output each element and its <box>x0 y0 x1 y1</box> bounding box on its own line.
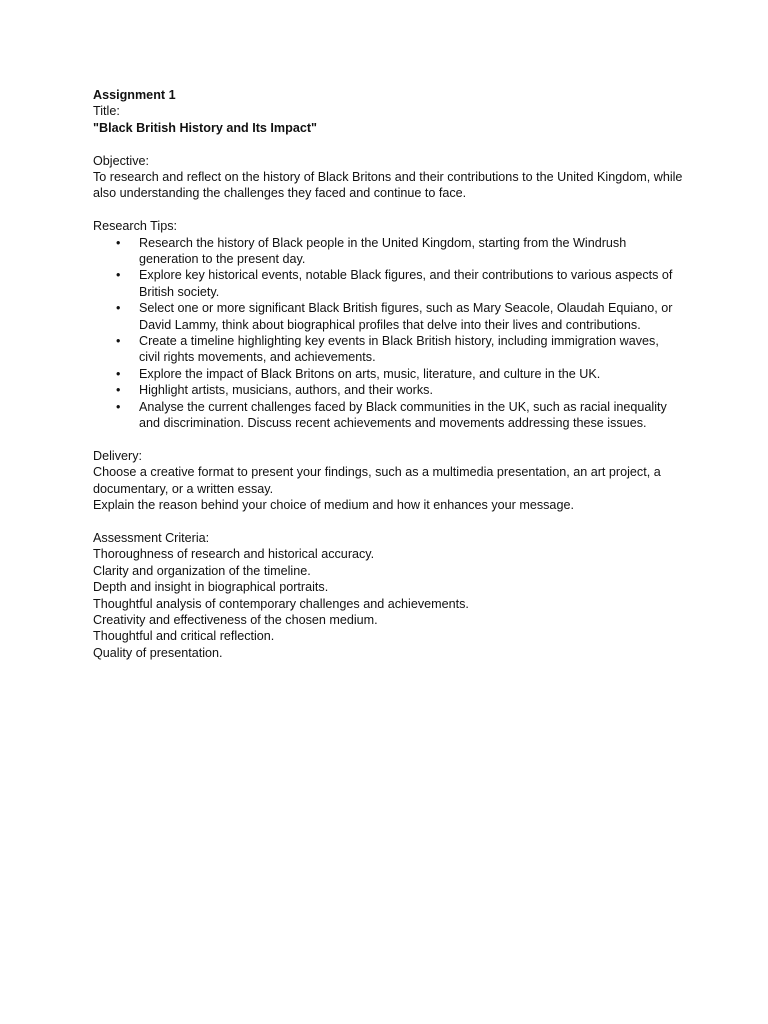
list-item <box>93 382 683 398</box>
tip-text: Highlight artists, musicians, authors, and their works. <box>139 383 433 398</box>
list-item <box>93 366 683 382</box>
list-item <box>93 333 683 366</box>
research-tips-label: Research Tips: <box>93 219 177 234</box>
criterion-line: Depth and insight in biographical portraits. <box>93 580 329 595</box>
objective-label: Objective: <box>93 153 149 168</box>
tip-text: Analyse the current challenges faced by Black communities in the UK, such as racial inequality and discrimination. Discuss recent achievements and movements addressing these issues. <box>139 399 667 431</box>
bullet-icon: • <box>116 399 121 414</box>
delivery-text: Choose a creative format to present your findings, such as a multimedia presentation, an art project, a documentary, or a written essay. <box>93 465 661 496</box>
objective-text: To research and reflect on the history of Black Britons and their contributions to the United Kingdom, while also understanding the challenges they faced and continue to face. <box>93 170 683 201</box>
bullet-icon: • <box>116 383 121 398</box>
bullet-icon: • <box>116 235 121 250</box>
tip-text: Explore the impact of Black Britons on arts, music, literature, and culture in the UK. <box>139 366 601 381</box>
tip-text: Create a timeline highlighting key events in Black British history, including immigration waves, civil rights movements, and achievements. <box>139 334 659 365</box>
bullet-icon: • <box>116 268 121 283</box>
criterion-line: Thoughtful and critical reflection. <box>93 629 275 644</box>
criterion-line: Thoughtful analysis of contemporary challenges and achievements. <box>93 596 469 611</box>
spacer <box>93 136 683 152</box>
research-tips-list <box>93 235 683 432</box>
tip-text: Select one or more significant Black British figures, such as Mary Seacole, Olaudah Equiano, or David Lammy, think about biographical profiles that delve into their lives and contributions. <box>139 301 673 332</box>
delivery-text: Explain the reason behind your choice of medium and how it enhances your message. <box>93 498 574 513</box>
title-label: Title: <box>93 104 120 119</box>
spacer <box>93 202 683 218</box>
tip-text: Research the history of Black people in the United Kingdom, starting from the Windrush generation to the present day. <box>139 235 627 267</box>
assessment-label: Assessment Criteria: <box>93 530 210 545</box>
bullet-icon: • <box>116 301 121 316</box>
criterion-line: Thoroughness of research and historical accuracy. <box>93 547 375 562</box>
assignment-title: "Black British History and Its Impact" <box>93 120 317 135</box>
bullet-icon: • <box>116 366 121 381</box>
delivery-label: Delivery: <box>93 448 142 463</box>
list-item <box>93 399 683 432</box>
list-item <box>93 300 683 333</box>
assignment-heading: Assignment 1 <box>93 88 176 102</box>
tip-text: Explore key historical events, notable Black figures, and their contributions to various aspects of British society. <box>139 268 673 299</box>
spacer <box>93 432 683 448</box>
spacer <box>93 514 683 530</box>
criterion-line: Creativity and effectiveness of the chosen medium. <box>93 612 378 627</box>
criterion-line: Clarity and organization of the timeline. <box>93 563 311 578</box>
criterion-line: Quality of presentation. <box>93 645 223 660</box>
list-item <box>93 235 683 268</box>
document-page <box>93 87 683 661</box>
bullet-icon: • <box>116 334 121 349</box>
list-item <box>93 267 683 300</box>
